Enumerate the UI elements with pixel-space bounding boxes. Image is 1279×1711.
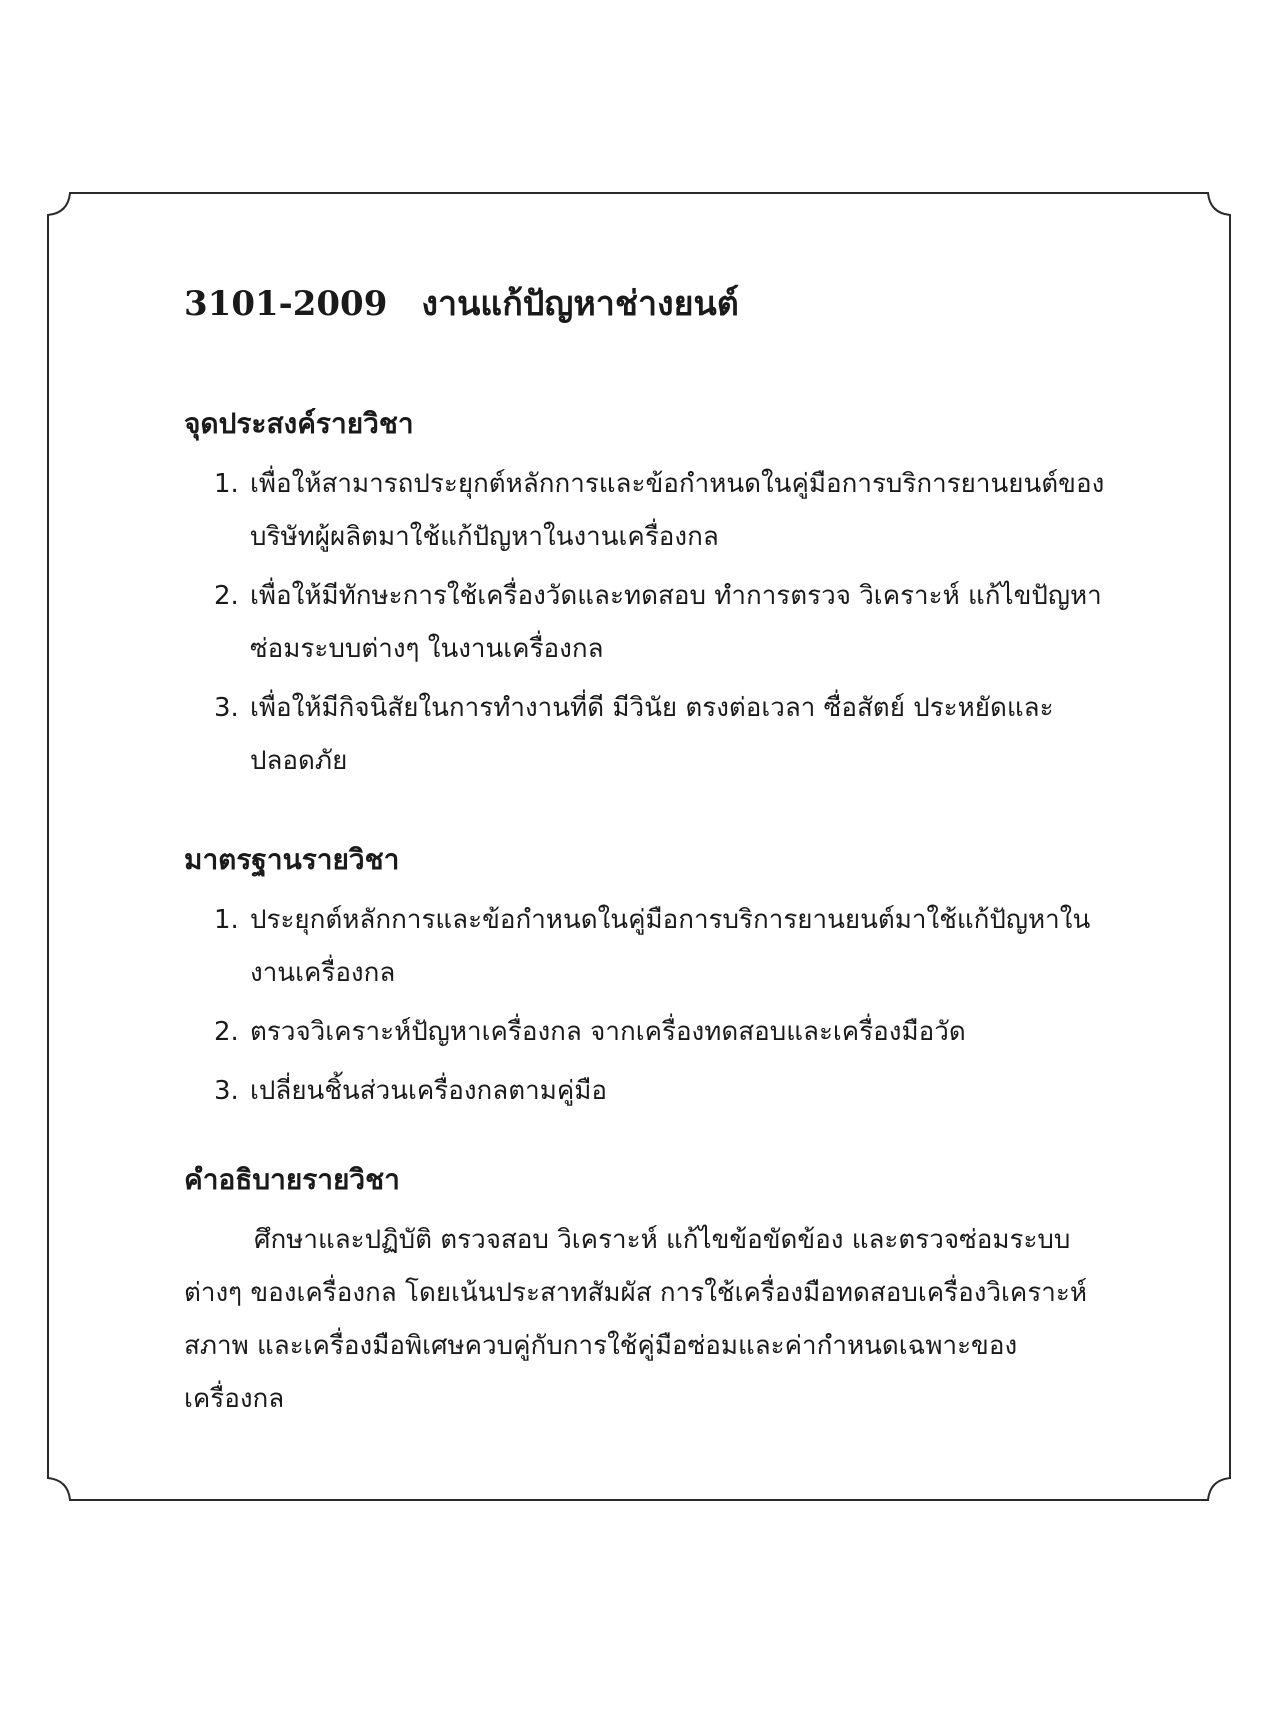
item-number: 2. bbox=[214, 581, 239, 611]
list-item bbox=[184, 570, 1114, 676]
description-heading: คำอธิบายรายวิชา bbox=[184, 1163, 400, 1196]
list-item bbox=[184, 682, 1114, 788]
item-text: เพื่อให้มีทักษะการใช้เครื่องวัดและทดสอบ ทำการตรวจ วิเคราะห์ แก้ไขปัญหา ซ่อมระบบต่างๆ ในงานเครื่องกล bbox=[250, 581, 1102, 664]
item-number: 3. bbox=[214, 693, 239, 723]
item-number: 1. bbox=[214, 469, 239, 499]
course-title bbox=[184, 280, 739, 328]
item-text: ประยุกต์หลักการและข้อกำหนดในคู่มือการบริการยานยนต์มาใช้แก้ปัญหาในงานเครื่องกล bbox=[250, 905, 1091, 988]
list-item bbox=[184, 1006, 1114, 1059]
course-name: งานแก้ปัญหาช่างยนต์ bbox=[421, 284, 739, 324]
item-number: 1. bbox=[214, 905, 239, 935]
objectives-heading: จุดประสงค์รายวิชา bbox=[184, 407, 414, 440]
item-text: เพื่อให้มีกิจนิสัยในการทำงานที่ดี มีวินัย ตรงต่อเวลา ซื่อสัตย์ ประหยัดและปลอดภัย bbox=[250, 693, 1054, 776]
list-item bbox=[184, 894, 1114, 1000]
course-code: 3101-2009 bbox=[184, 284, 388, 324]
item-text: ตรวจวิเคราะห์ปัญหาเครื่องกล จากเครื่องทดสอบและเครื่องมือวัด bbox=[250, 1017, 966, 1047]
standards-list bbox=[184, 894, 1114, 1124]
list-item bbox=[184, 458, 1114, 564]
item-number: 2. bbox=[214, 1017, 239, 1047]
item-text: เปลี่ยนชิ้นส่วนเครื่องกลตามคู่มือ bbox=[250, 1076, 607, 1106]
item-text: เพื่อให้สามารถประยุกต์หลักการและข้อกำหนดในคู่มือการบริการยานยนต์ของบริษัทผู้ผลิตมาใช้แก้ปัญหาในงานเครื่องกล bbox=[250, 469, 1105, 552]
list-item bbox=[184, 1065, 1114, 1118]
objectives-list bbox=[184, 458, 1114, 794]
standards-heading: มาตรฐานรายวิชา bbox=[184, 843, 400, 876]
description-paragraph: ศึกษาและปฏิบัติ ตรวจสอบ วิเคราะห์ แก้ไขข้อขัดข้อง และตรวจซ่อมระบบต่างๆ ของเครื่องกล โดยเน้นประสาทสัมผัส การใช้เครื่องมือทดสอบเครื่องวิเคราะห์สภาพ และเครื่องมือพิเศษควบคู่กับการใช้คู่มือซ่อมและค่ากำหนดเฉพาะของเครื่องกล bbox=[184, 1225, 1087, 1414]
item-number: 3. bbox=[214, 1076, 239, 1106]
